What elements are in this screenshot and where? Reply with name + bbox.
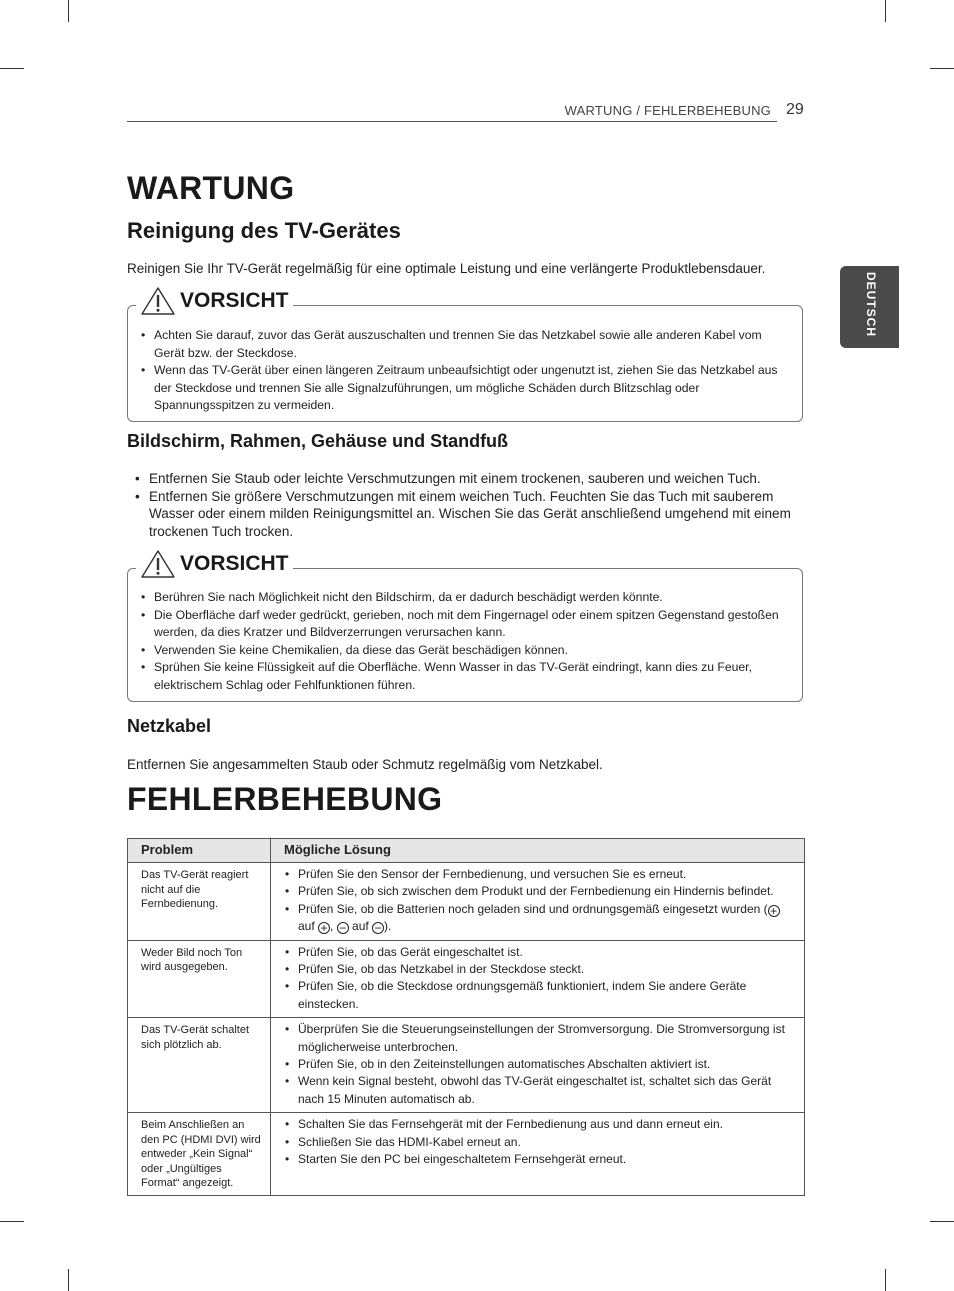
crop-mark xyxy=(68,0,69,22)
section-title-fehlerbehebung: FEHLERBEHEBUNG xyxy=(127,781,443,817)
plus-icon: + xyxy=(768,905,780,917)
table-row xyxy=(128,1113,805,1196)
list-item: • Schalten Sie das Fernsehgerät mit der Fernbedienung aus und dann erneut ein. xyxy=(285,1116,796,1133)
list-item: • Entfernen Sie größere Verschmutzungen mit einem weichen Tuch. Feuchten Sie das Tuch mit sauberem Wasser oder einem milden Reinigungsmittel an. Wischen Sie das Gerät anschließend umgehend mit einem trockenen Tuch trocken. xyxy=(135,488,800,541)
battery-text-auf: auf xyxy=(348,919,373,934)
minus-icon: − xyxy=(372,922,384,934)
list-item: • Sprühen Sie keine Flüssigkeit auf die Oberfläche. Wenn Wasser in das TV-Gerät eindringt, kann dies zu Feuer, elektrischem Schlag oder Fehlfunktionen führen. xyxy=(141,659,788,694)
list-item: • Verwenden Sie keine Chemikalien, da diese das Gerät beschädigen können. xyxy=(141,642,788,660)
list-item: • Wenn das TV-Gerät über einen längeren Zeitraum unbeaufsichtigt oder ungenutzt ist, ziehen Sie das Netzkabel aus der Steckdose und trennen Sie alle Signalzuführungen, um mögliche Schäden durch Blitzschlag oder Spannungsspitzen zu vermeiden. xyxy=(141,362,788,415)
list-item: • Wenn kein Signal besteht, obwohl das TV-Gerät eingeschaltet ist, schaltet sich das Gerät nach 15 Minuten automatisch ab. xyxy=(285,1073,796,1108)
crop-mark xyxy=(885,1269,886,1291)
warning-triangle-icon xyxy=(140,286,176,316)
header-rule xyxy=(127,121,777,122)
caution-header xyxy=(136,549,293,579)
list-item: • Prüfen Sie, ob das Gerät eingeschaltet ist. xyxy=(285,944,796,961)
list-item: • Prüfen Sie, ob sich zwischen dem Produkt und der Fernbedienung ein Hindernis befindet. xyxy=(285,883,796,900)
crop-mark xyxy=(0,68,24,69)
language-tab-label: DEUTSCH xyxy=(864,272,878,338)
list-item: • Überprüfen Sie die Steuerungseinstellungen der Stromversorgung. Die Stromversorgung ist möglicherweise unterbrochen. xyxy=(285,1021,796,1056)
battery-text-auf: auf xyxy=(298,919,319,934)
table-row xyxy=(128,863,805,941)
list-item: • Prüfen Sie, ob in den Zeiteinstellungen automatisches Abschalten aktiviert ist. xyxy=(285,1056,796,1073)
problem-cell: Das TV-Gerät reagiert nicht auf die Fernbedienung. xyxy=(128,863,271,941)
caution-box xyxy=(127,552,803,702)
language-tab xyxy=(840,266,899,348)
caution-box xyxy=(127,289,803,422)
solution-cell xyxy=(271,863,805,941)
warning-triangle-icon xyxy=(140,549,176,579)
solution-cell xyxy=(271,1018,805,1113)
caution-header xyxy=(136,286,293,316)
caution-list xyxy=(141,327,788,415)
page-number: 29 xyxy=(786,101,804,118)
list-item: • Prüfen Sie den Sensor der Fernbedienung, und versuchen Sie es erneut. xyxy=(285,866,796,883)
table-row xyxy=(128,940,805,1018)
list-item xyxy=(285,901,796,936)
caution-label: VORSICHT xyxy=(180,552,289,575)
list-item: • Berühren Sie nach Möglichkeit nicht den Bildschirm, da er dadurch beschädigt werden könnte. xyxy=(141,589,788,607)
column-header-solution: Mögliche Lösung xyxy=(271,839,805,863)
heading-reinigung: Reinigung des TV-Gerätes xyxy=(127,218,401,243)
table-row xyxy=(128,1018,805,1113)
caution-label: VORSICHT xyxy=(180,289,289,312)
solution-cell xyxy=(271,1113,805,1196)
battery-text: Prüfen Sie, ob die Batterien noch geladen sind und ordnungsgemäß eingesetzt wurden ( xyxy=(298,901,768,916)
list-item: • Starten Sie den PC bei eingeschaltetem Fernsehgerät erneut. xyxy=(285,1151,796,1168)
list-item: • Prüfen Sie, ob die Steckdose ordnungsgemäß funktioniert, indem Sie andere Geräte einstecken. xyxy=(285,978,796,1013)
caution-list xyxy=(141,589,788,694)
heading-netzkabel: Netzkabel xyxy=(127,716,212,736)
crop-mark xyxy=(68,1269,69,1291)
heading-bildschirm: Bildschirm, Rahmen, Gehäuse und Standfuß xyxy=(127,431,509,451)
list-item: • Achten Sie darauf, zuvor das Gerät auszuschalten und trennen Sie das Netzkabel sowie alle anderen Kabel vom Gerät bzw. der Steckdose. xyxy=(141,327,788,362)
table-header-row xyxy=(128,839,805,863)
battery-text-end: ). xyxy=(384,919,392,934)
list-item: • Entfernen Sie Staub oder leichte Verschmutzungen mit einem trockenen, sauberen und weichen Tuch. xyxy=(135,470,800,488)
list-item: • Schließen Sie das HDMI-Kabel erneut an. xyxy=(285,1134,796,1151)
running-header: WARTUNG / FEHLERBEHEBUNG xyxy=(564,103,771,118)
plus-icon: + xyxy=(318,922,330,934)
problem-cell: Weder Bild noch Ton wird ausgegeben. xyxy=(128,940,271,1018)
minus-icon: − xyxy=(337,922,349,934)
cleaning-list xyxy=(135,470,800,540)
section-title-wartung: WARTUNG xyxy=(127,170,295,206)
problem-cell: Beim Anschließen an den PC (HDMI DVI) wird entweder „Kein Signal“ oder „Ungültiges Format“ angezeigt. xyxy=(128,1113,271,1196)
battery-text-sep: , xyxy=(330,919,337,934)
troubleshooting-table xyxy=(127,838,805,1196)
crop-mark xyxy=(930,68,954,69)
solution-cell xyxy=(271,940,805,1018)
netzkabel-text: Entfernen Sie angesammelten Staub oder Schmutz regelmäßig vom Netzkabel. xyxy=(127,757,603,772)
crop-mark xyxy=(0,1221,24,1222)
crop-mark xyxy=(885,0,886,22)
intro-text: Reinigen Sie Ihr TV-Gerät regelmäßig für eine optimale Leistung und eine verlängerte Produktlebensdauer. xyxy=(127,261,766,276)
list-item: • Die Oberfläche darf weder gedrückt, gerieben, noch mit dem Fingernagel oder einem spitzen Gegenstand gestoßen werden, da dies Kratzer und Bildverzerrungen verursachen kann. xyxy=(141,607,788,642)
column-header-problem: Problem xyxy=(128,839,271,863)
crop-mark xyxy=(930,1221,954,1222)
list-item: • Prüfen Sie, ob das Netzkabel in der Steckdose steckt. xyxy=(285,961,796,978)
problem-cell: Das TV-Gerät schaltet sich plötzlich ab. xyxy=(128,1018,271,1113)
